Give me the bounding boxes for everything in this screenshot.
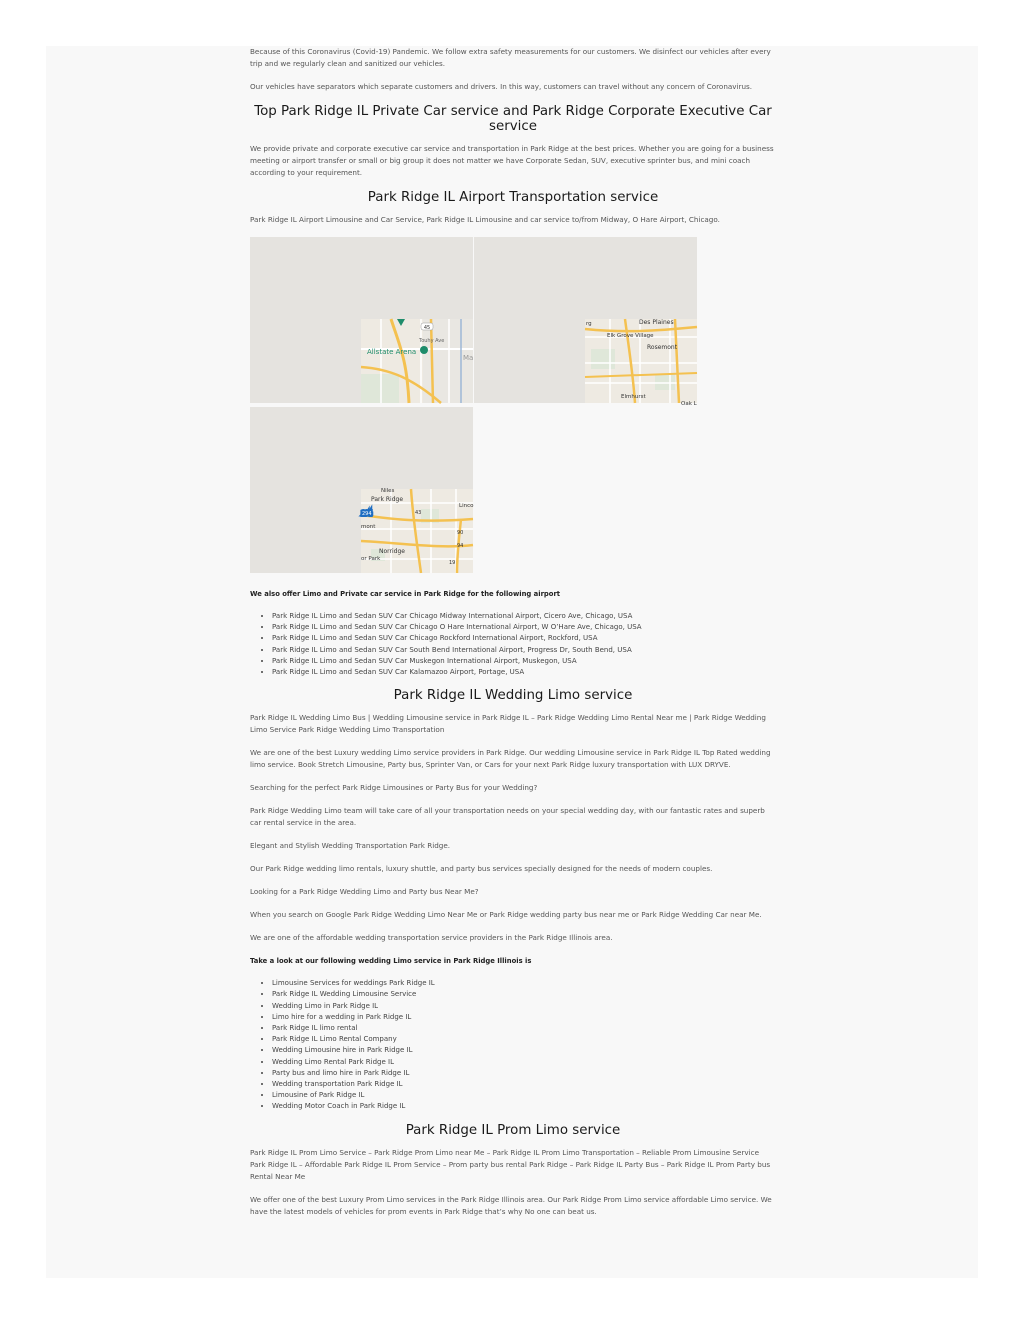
map-label: Des Plaines [639,319,674,326]
list-item: • Wedding Limo in Park Ridge IL [272,1001,776,1012]
airport-list [250,611,776,678]
list-item: • Park Ridge IL Limo and Sedan SUV Car Chicago Rockford International Airport, Rockford, USA [272,633,776,644]
list-item: • Wedding transportation Park Ridge IL [272,1079,776,1090]
map-label: 19 [449,560,456,566]
list-item: • Wedding Limo Rental Park Ridge IL [272,1057,776,1068]
airport-heading: Park Ridge IL Airport Transportation service [367,190,659,205]
list-item: • Park Ridge IL Limo and Sedan SUV Car Chicago Midway International Airport, Cicero Ave, Chicago, USA [272,611,776,622]
list-item: • Limousine of Park Ridge IL [272,1090,776,1101]
map-label: Rosemont [647,344,678,351]
page-background [46,46,978,1278]
list-item: • Party bus and limo hire in Park Ridge IL [272,1068,776,1079]
intro-paragraph: Because of this Coronavirus (Covid-19) Pandemic. We follow extra safety measurements for our customers. We disinfect our vehicles after every trip and we regularly clean and sanitized our vehicles. [250,47,771,68]
map-label: Elmhurst [621,394,646,400]
map-label: Allstate Arena [367,348,417,356]
prom-paragraph: We offer one of the best Luxury Prom Limo services in the Park Ridge Illinois area. Our Park Ridge Prom Limo service affordable Limo service. We have the latest models of vehicles for prom events in Park Ridge that’s why No one can beat us. [250,1194,772,1216]
wedding-paragraph: We are one of the affordable wedding transportation service providers in the Park Ridge Illinois area. [250,933,613,943]
intro-paragraph: Our vehicles have separators which separate customers and drivers. In this way, customers can travel without any concern of Coronavirus. [250,82,753,91]
prom-paragraph: Park Ridge IL Prom Limo Service – Park Ridge Prom Limo near Me – Park Ridge IL Prom Limo Transportation – Reliable Prom Limousine Service Park Ridge IL – Affordable Park Ridge IL Prom Service – Prom party bus rental Park Ridge – Park Ridge IL Party Bus – Park Ridge IL Prom Party bus Rental Near Me [250,1147,771,1181]
map-label: 294 [362,511,372,517]
map-label: Elk Grove Village [607,333,654,339]
list-item: • Limo hire for a wedding in Park Ridge IL [272,1012,776,1023]
list-item: • Limousine Services for weddings Park Ridge IL [272,978,776,989]
list-item: • Park Ridge IL Limo and Sedan SUV Car Muskegon International Airport, Muskegon, USA [272,656,776,667]
list-item: • Wedding Motor Coach in Park Ridge IL [272,1101,776,1112]
map-gallery [250,237,698,575]
wedding-paragraph: Elegant and Stylish Wedding Transportation Park Ridge. [250,841,451,851]
list-item: • Park Ridge IL Wedding Limousine Service [272,989,776,1000]
wedding-paragraph: Our Park Ridge wedding limo rentals, luxury shuttle, and party bus services specially designed for the needs of modern couples. [250,864,713,874]
airport-list-title: We also offer Limo and Private car service in Park Ridge for the following airport [250,590,561,598]
map-label: Niles [381,488,395,494]
list-item: • Park Ridge IL Limo and Sedan SUV Car Kalamazoo Airport, Portage, USA [272,667,776,678]
prom-heading: Park Ridge IL Prom Limo service [405,1122,621,1138]
map-label: Oak L [681,401,697,407]
map-label: Norridge [379,548,405,555]
private-car-paragraph: We provide private and corporate executive car service and transportation in Park Ridge at the best prices. Whether you are going for a business meeting or airport transfer or small or big group it does not matter we have Corporate Sedan, SUV, executive sprinter bus, and mini coach according to your requirement. [250,144,774,177]
article-content [250,46,776,1229]
wedding-paragraph: We are one of the best Luxury wedding Limo service providers in Park Ridge. Our wedding Limousine service in Park Ridge IL Top Rated wedding limo service. Book Stretch Limousine, Party bus, Sprinter Van, or Cars for your next Park Ridge luxury transportation with LUX DRYVE. [250,748,771,770]
map-image [361,489,473,573]
wedding-paragraph: Park Ridge Wedding Limo team will take care of all your transportation needs on your special wedding day, with our fantastic rates and superb car rental service in the area. [250,806,765,828]
private-car-heading: Top Park Ridge IL Private Car service and Park Ridge Corporate Executive Car service [254,104,772,134]
map-label: mont [361,524,376,530]
map-tile-park-ridge[interactable] [250,407,473,573]
list-item: • Wedding Limousine hire in Park Ridge IL [272,1045,776,1056]
map-label: Park Ridge [371,496,404,503]
map-label: 43 [415,510,422,516]
map-tile-des-plaines[interactable] [474,237,697,407]
wedding-heading: Park Ridge IL Wedding Limo service [393,688,633,704]
map-image [585,319,697,407]
list-item: • Park Ridge IL limo rental [272,1023,776,1034]
wedding-list-title: Take a look at our following wedding Limo service in Park Ridge Illinois is [250,957,532,966]
map-label: Linco [459,503,474,509]
map-label: Touhy Ave [419,338,445,344]
map-pin-icon [420,346,428,354]
map-label: Ma [463,354,474,362]
map-label: or Park [361,556,381,562]
wedding-paragraph: When you search on Google Park Ridge Wedding Limo Near Me or Park Ridge wedding party bus near me or Park Ridge Wedding Car near Me. [250,910,762,920]
map-image [361,319,473,403]
list-item: • Park Ridge IL Limo and Sedan SUV Car South Bend International Airport, Progress Dr, South Bend, USA [272,645,776,656]
wedding-paragraph: Park Ridge IL Wedding Limo Bus | Wedding Limousine service in Park Ridge IL – Park Ridge Wedding Limo Rental Near me | Park Ridge Wedding Limo Service Park Ridge Wedding Limo Transportation [250,713,766,735]
map-label: rg [586,321,592,327]
wedding-paragraph: Searching for the perfect Park Ridge Limousines or Party Bus for your Wedding? [250,783,538,793]
wedding-list [250,978,776,1112]
list-item: • Park Ridge IL Limo and Sedan SUV Car Chicago O Hare International Airport, W O’Hare Ave, Chicago, USA [272,622,776,633]
wedding-paragraph: Looking for a Park Ridge Wedding Limo and Party bus Near Me? [250,887,479,897]
airport-paragraph: Park Ridge IL Airport Limousine and Car Service, Park Ridge IL Limousine and car service to/from Midway, O Hare Airport, Chicago. [250,215,720,224]
map-label: 94 [457,543,464,549]
list-item: • Park Ridge IL Limo Rental Company [272,1034,776,1045]
map-tile-allstate-arena[interactable] [250,237,473,403]
map-label: 45 [423,325,431,331]
map-label: 90 [457,530,464,536]
